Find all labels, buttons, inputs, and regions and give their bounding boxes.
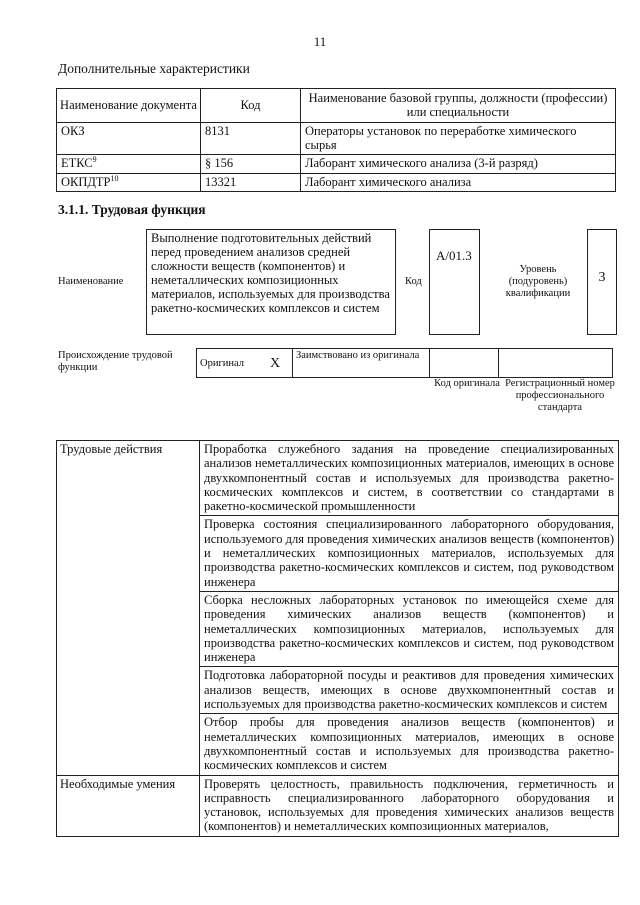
doc-name: ОКПДТР [61, 174, 111, 189]
code-original-caption: Код оригинала [434, 378, 500, 389]
footnote-mark: 10 [110, 173, 119, 183]
code-cell: 8131 [201, 123, 301, 155]
doc-name: ЕТКС [61, 156, 93, 170]
function-name-box: Выполнение подготовительных действий перед проведением анализов средней сложности веществ (компонентов) и неметаллических композиционных материалов, используемых для производства ракетно-космических комплексов и систем [146, 229, 396, 335]
labor-actions-table [56, 440, 619, 837]
registration-number-caption: Регистрационный номер профессионального стандарта [505, 378, 615, 413]
action-item: Подготовка лабораторной посуды и реактивов для проведения химических анализов веществ, имеющих в основе двухкомпонентный состав и используемых для производства ракетно-космических комплексов и систем [200, 667, 619, 714]
qualification-level-label: Уровень (подуровень) квалификации [505, 264, 571, 299]
table-row [57, 775, 619, 836]
registration-number-cell [499, 349, 613, 378]
code-cell: 13321 [201, 173, 301, 192]
doc-cell [57, 155, 201, 174]
doc-cell [57, 173, 201, 192]
header-group-name: Наименование базовой группы, должности (профессии) или специальности [301, 89, 616, 123]
header-document: Наименование документа [57, 89, 201, 123]
skill-item: Проверять целостность, правильность подключения, герметичность и исправность специализированного лабораторного оборудования и установок, используемых для проведения химических анализов веществ (компонентов) и неметаллических композиционных материалов, [200, 775, 619, 836]
table-row [57, 123, 616, 155]
origin-row [197, 349, 613, 378]
additional-characteristics-title: Дополнительные характеристики [58, 61, 250, 76]
table-row [57, 441, 619, 516]
borrowed-label: Заимствовано из оригинала [293, 349, 430, 378]
header-code: Код [201, 89, 301, 123]
group-name-cell: Лаборант химического анализа [301, 173, 616, 192]
table-row [57, 155, 616, 174]
doc-name: ОКЗ [61, 124, 85, 138]
qualification-level-box: 3 [587, 229, 617, 335]
actions-label: Трудовые действия [57, 441, 200, 776]
footnote-mark: 9 [92, 154, 97, 164]
doc-cell [57, 123, 201, 155]
group-name-cell: Операторы установок по переработке химического сырья [301, 123, 616, 155]
function-origin-label: Происхождение трудовой функции [58, 350, 173, 373]
name-label: Наименование [58, 276, 124, 287]
additional-characteristics-table [56, 88, 616, 192]
action-item: Сборка несложных лабораторных установок по имеющейся схеме для проведения химических анализов веществ (компонентов) и неметаллических композиционных материалов, используемых для производства ракетно-космических комплексов и систем, под руководством инженера [200, 591, 619, 666]
original-code-cell [430, 349, 499, 378]
group-name-cell: Лаборант химического анализа (3-й разряд) [301, 155, 616, 174]
action-item: Проверка состояния специализированного лабораторного оборудования, используемого для проведения химических анализов веществ (компонентов) и неметаллических композиционных материалов, используемых для производства ракетно-космических комплексов и систем, под руководством инженера [200, 516, 619, 591]
action-item: Проработка служебного задания на проведение специализированных анализов неметаллических композиционных материалов, имеющих в основе двухкомпонентный состав и используемых для производства ракетно-космических комплексов и систем, в соответствии со стандартами в ракетно-космической промышленности [200, 441, 619, 516]
function-code-box: А/01.3 [429, 229, 480, 335]
table-row [57, 173, 616, 192]
action-item: Отбор пробы для проведения анализов веществ (компонентов) и неметаллических композиционных материалов, имеющих в основе двухкомпонентный состав и используемых для производства ракетно-космических комплексов и систем [200, 714, 619, 775]
origin-table [196, 348, 613, 378]
original-label: Оригинал [197, 349, 259, 378]
page-number: 11 [313, 34, 327, 49]
code-cell: § 156 [201, 155, 301, 174]
skills-label: Необходимые умения [57, 775, 200, 836]
code-label: Код [405, 276, 422, 287]
table-header-row [57, 89, 616, 123]
original-mark: Х [258, 349, 293, 378]
labor-function-title: 3.1.1. Трудовая функция [58, 202, 206, 217]
